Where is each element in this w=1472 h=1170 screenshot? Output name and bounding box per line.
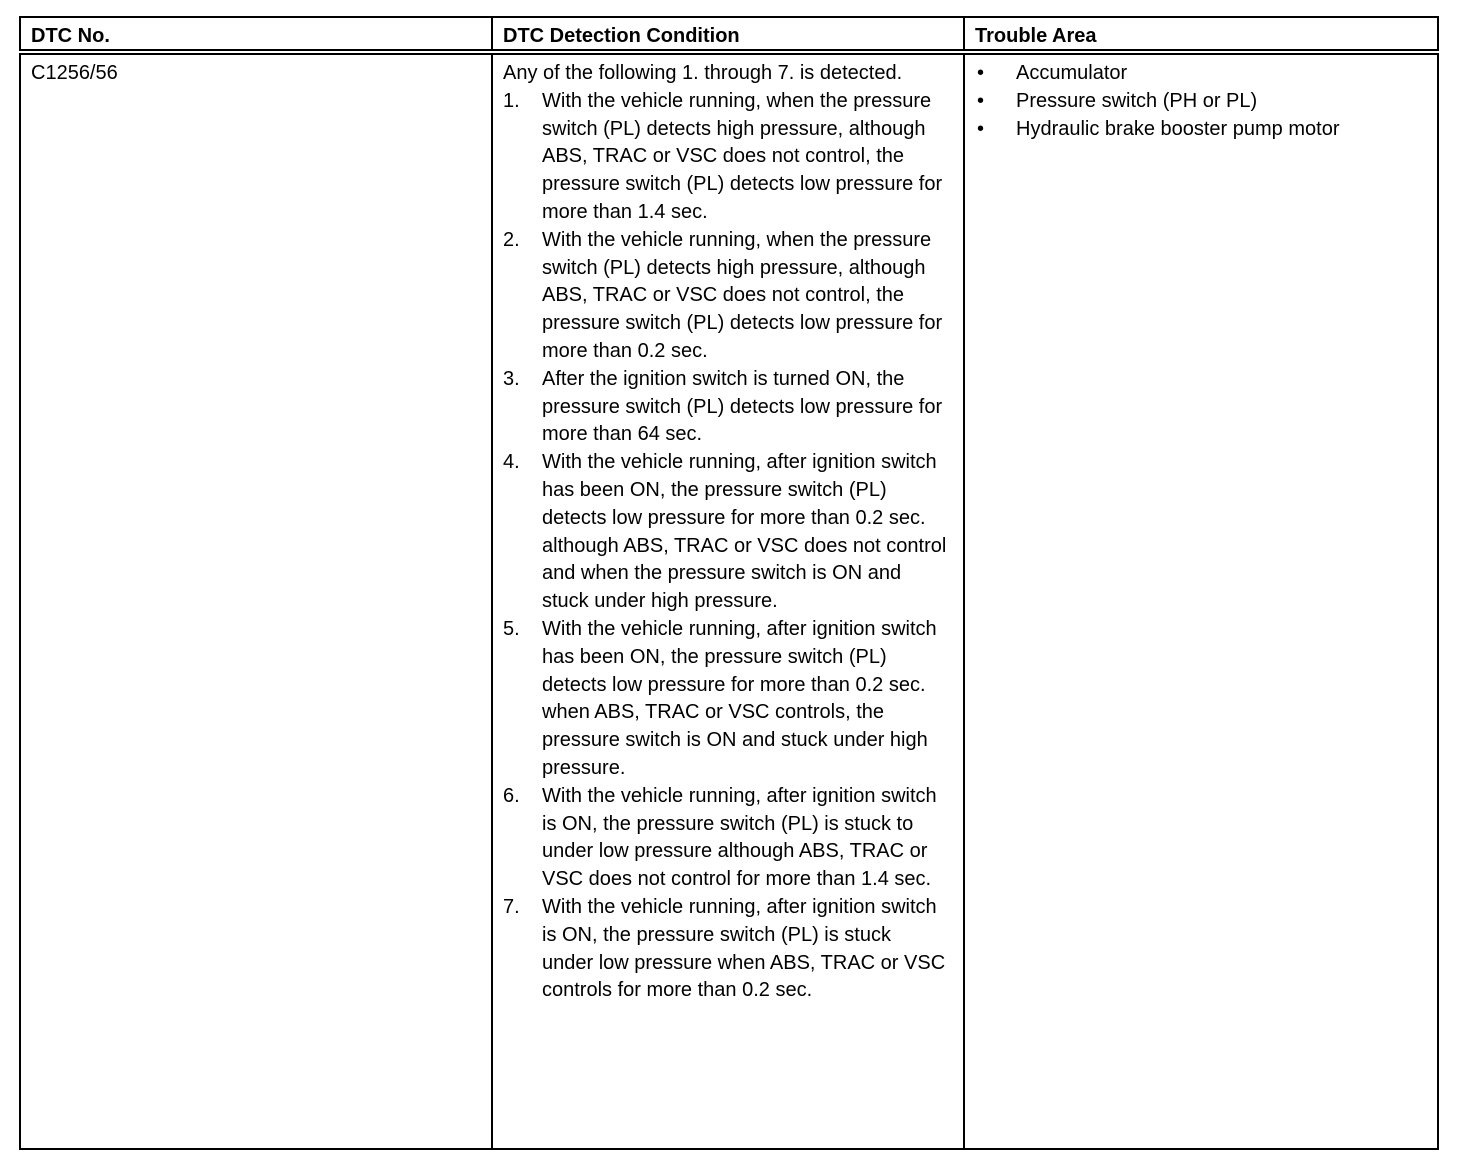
bullet-icon: • [977,62,985,84]
trouble-area-cell [964,52,1438,1149]
condition-number: 5. [503,617,520,640]
dtc-table [19,16,1439,1150]
dtc-code-cell: C1256/56 [20,52,492,1149]
condition-text: With the vehicle running, after ignition switch is ON, the pressure switch (PL) is stuck to under low pressure although ABS, TRAC or VSC does not control for more than 1.4 sec. [542,784,937,891]
condition-text: With the vehicle running, after ignition switch has been ON, the pressure switch (PL) detects low pressure for more than 0.2 sec. although ABS, TRAC or VSC does not control and when the pressure switch is ON and stuck under high pressure. [542,451,947,613]
condition-number: 1. [503,89,520,112]
condition-list [503,88,953,1005]
condition-number: 3. [503,367,520,390]
condition-item [503,366,953,449]
condition-number: 7. [503,895,520,918]
condition-text: With the vehicle running, when the pressure switch (PL) detects high pressure, although ABS, TRAC or VSC does not control, the pressure switch (PL) detects low pressure for more than 0.2 sec. [542,228,943,362]
condition-text: With the vehicle running, after ignition switch has been ON, the pressure switch (PL) detects low pressure for more than 0.2 sec. when ABS, TRAC or VSC controls, the pressure switch is ON and stuck under high pressure. [542,617,937,779]
header-row [20,17,1438,52]
bullet-icon: • [977,117,985,140]
header-dtc-no: DTC No. [20,17,492,52]
bullet-icon: • [977,89,985,112]
condition-item [503,616,953,783]
condition-item [503,894,953,1005]
trouble-area-item [975,60,1427,88]
condition-text: With the vehicle running, after ignition switch is ON, the pressure switch (PL) is stuck under low pressure when ABS, TRAC or VSC controls for more than 0.2 sec. [542,895,946,1002]
condition-text: After the ignition switch is turned ON, the pressure switch (PL) detects low pressure for more than 64 sec. [542,367,943,446]
condition-item [503,783,953,894]
trouble-area-text: Pressure switch (PH or PL) [1016,89,1258,112]
condition-intro: Any of the following 1. through 7. is detected. [503,62,903,84]
detection-condition-cell [492,52,964,1149]
header-detection-condition: DTC Detection Condition [492,17,964,52]
condition-item [503,449,953,616]
condition-text: With the vehicle running, when the pressure switch (PL) detects high pressure, although ABS, TRAC or VSC does not control, the pressure switch (PL) detects low pressure for more than 1.4 sec. [542,89,943,223]
trouble-area-item [975,116,1427,144]
trouble-area-text: Hydraulic brake booster pump motor [1016,117,1340,140]
condition-number: 4. [503,451,520,474]
trouble-area-list [975,60,1427,143]
condition-item [503,88,953,227]
table-row [20,52,1438,1149]
condition-item [503,227,953,366]
trouble-area-text: Accumulator [1016,62,1128,84]
condition-number: 2. [503,228,520,251]
header-trouble-area: Trouble Area [964,17,1438,52]
condition-number: 6. [503,784,520,807]
trouble-area-item [975,88,1427,116]
